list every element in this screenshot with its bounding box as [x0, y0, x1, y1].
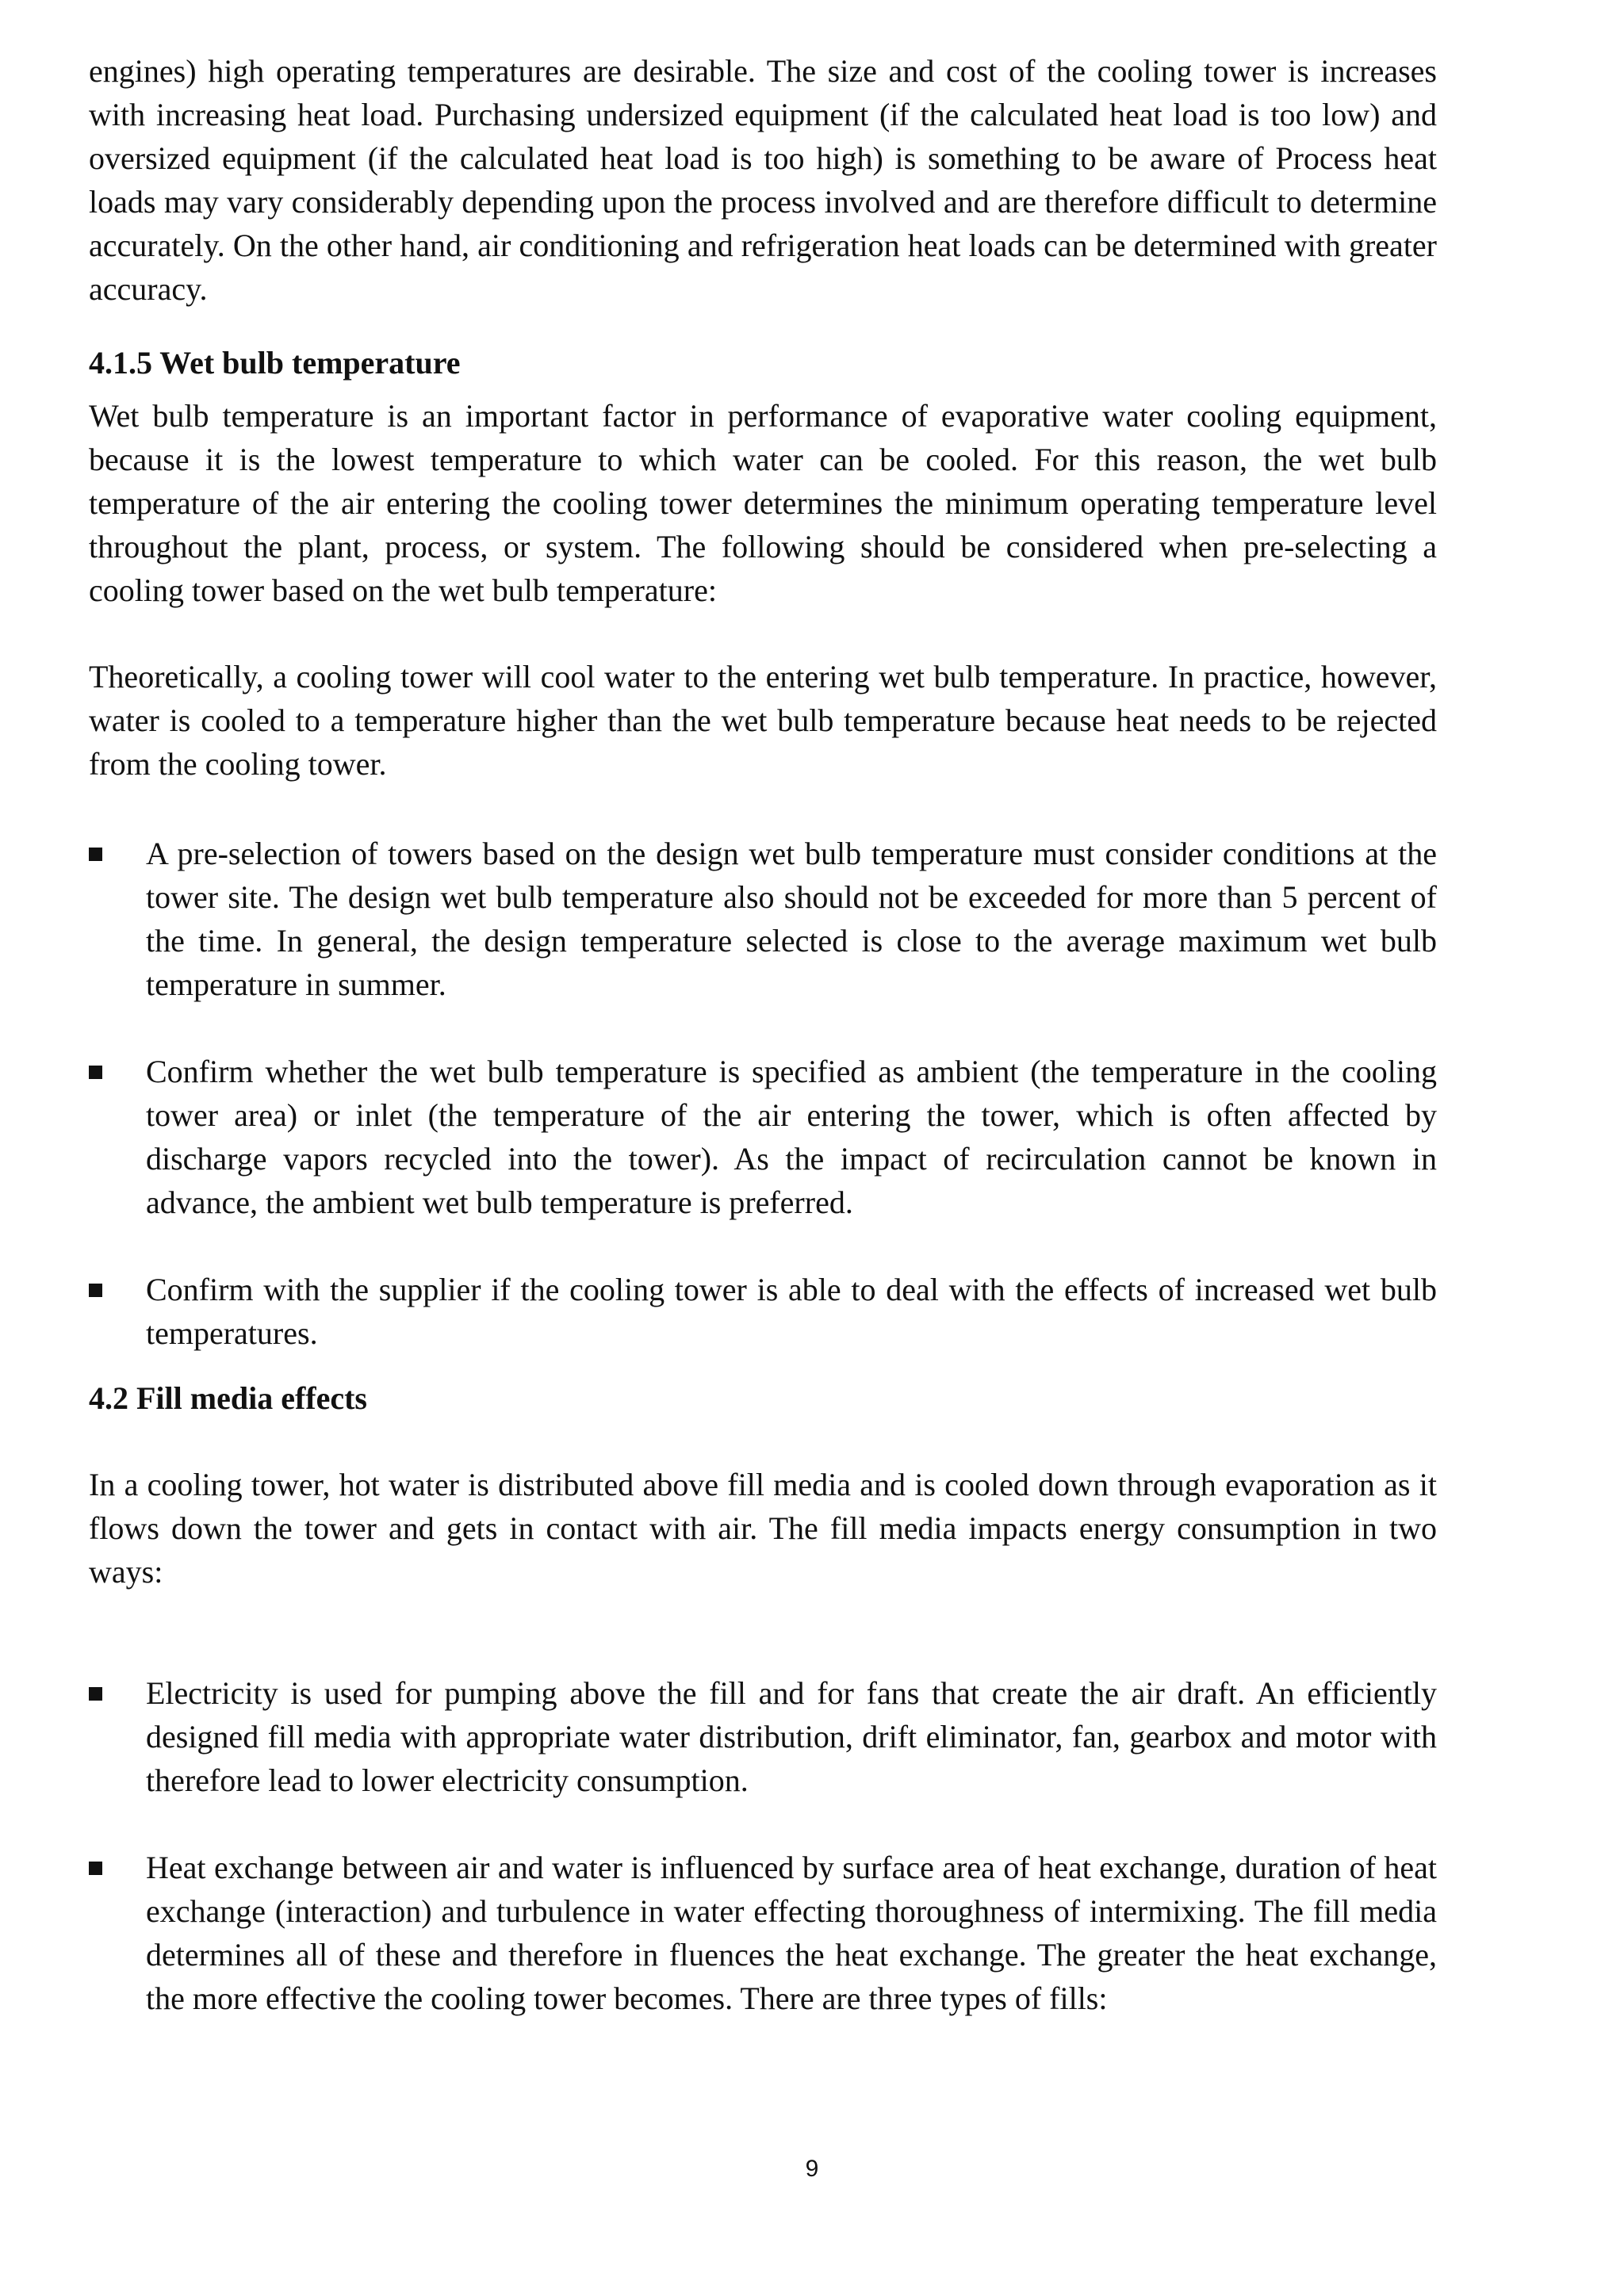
section-heading-fill-media: 4.2 Fill media effects [89, 1380, 367, 1416]
square-bullet-icon [89, 1687, 102, 1701]
page-number: 9 [805, 2156, 819, 2182]
list-item [89, 832, 1437, 1006]
fill-media-paragraph: In a cooling tower, hot water is distributed above fill media and is cooled down through evaporation as it flows down the tower and gets in contact with air. The fill media impacts energy consumption in two ways: [89, 1467, 1437, 1590]
fill-media-bullet-list [89, 1671, 1437, 2020]
list-item-text: Heat exchange between air and water is influenced by surface area of heat exchange, duration of heat exchange (interaction) and turbulence in water effecting thoroughness of intermixing. The fill media determines all of these and therefore in fluences the heat exchange. The greater the heat exchange, the more effective the cooling tower becomes. There are three types of fills: [146, 1850, 1437, 2016]
list-item [89, 1846, 1437, 2020]
intro-paragraph: engines) high operating temperatures are desirable. The size and cost of the cooling tower is increases with increasing heat load. Purchasing undersized equipment (if the calculated heat load is too low) and oversized equipment (if the calculated heat load is too high) is something to be aware of Process heat loads may vary considerably depending upon the process involved and are therefore difficult to determine accurately. On the other hand, air conditioning and refrigeration heat loads can be determined with greater accuracy. [89, 53, 1437, 307]
wet-bulb-paragraph-1: Wet bulb temperature is an important factor in performance of evaporative water cooling equipment, because it is the lowest temperature to which water can be cooled. For this reason, the wet bulb temperature of the air entering the cooling tower determines the minimum operating temperature level throughout the plant, process, or system. The following should be considered when pre-selecting a cooling tower based on the wet bulb temperature: [89, 398, 1437, 608]
square-bullet-icon [89, 1284, 102, 1297]
wet-bulb-paragraph-2: Theoretically, a cooling tower will cool water to the entering wet bulb temperature. In practice, however, water is cooled to a temperature higher than the wet bulb temperature because heat needs to be rejected from the cooling tower. [89, 659, 1437, 782]
list-item-text: Electricity is used for pumping above the fill and for fans that create the air draft. An efficiently designed fill media with appropriate water distribution, drift eliminator, fan, gearbox and motor with therefore lead to lower electricity consumption. [146, 1675, 1437, 1798]
list-item [89, 1050, 1437, 1224]
list-item-text: A pre-selection of towers based on the design wet bulb temperature must consider conditions at the tower site. The design wet bulb temperature also should not be exceeded for more than 5 percent of the time. In general, the design temperature selected is close to the average maximum wet bulb temperature in summer. [146, 836, 1437, 1002]
square-bullet-icon [89, 1862, 102, 1875]
section-heading-wet-bulb: 4.1.5 Wet bulb temperature [89, 345, 461, 381]
list-item [89, 1268, 1437, 1355]
list-item [89, 1671, 1437, 1802]
document-page [89, 49, 1437, 2020]
wet-bulb-bullet-list [89, 832, 1437, 1355]
square-bullet-icon [89, 848, 102, 861]
list-item-text: Confirm whether the wet bulb temperature is specified as ambient (the temperature in the cooling tower area) or inlet (the temperature of the air entering the tower, which is often affected by discharge vapors recycled into the tower). As the impact of recirculation cannot be known in advance, the ambient wet bulb temperature is preferred. [146, 1054, 1437, 1220]
list-item-text: Confirm with the supplier if the cooling tower is able to deal with the effects of increased wet bulb temperatures. [146, 1272, 1437, 1351]
square-bullet-icon [89, 1066, 102, 1079]
